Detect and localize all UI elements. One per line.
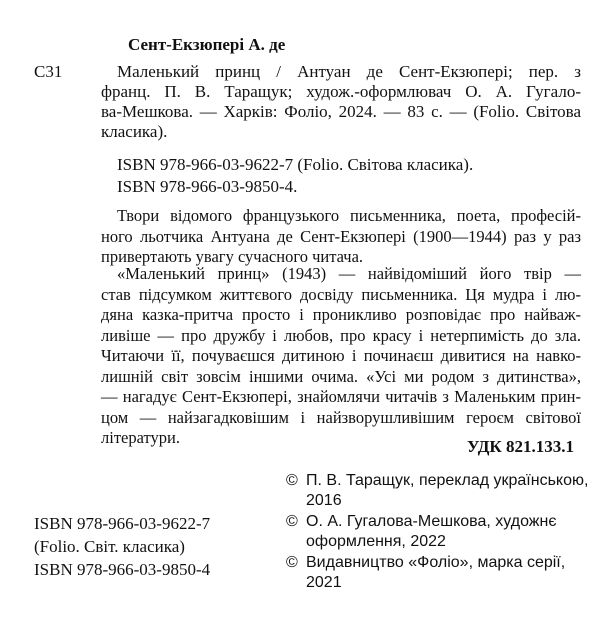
copyright-line: 2021 bbox=[306, 574, 342, 591]
copyright-line: 2016 bbox=[306, 492, 342, 509]
copyright-line: О. А. Гугалова-Мешкова, художнє bbox=[306, 513, 557, 530]
annotation-line: «Маленький принц» (1943) — найвідоміший його твір — bbox=[117, 264, 581, 283]
annotation-paragraph bbox=[101, 264, 581, 449]
annotation-line: Читаючи її, почуваєшся дитиною і починаєш дивитися на навко- bbox=[101, 346, 581, 365]
copyright-symbol: © bbox=[286, 554, 298, 571]
annotation-paragraph bbox=[101, 206, 581, 268]
annotation-line: став підсумком життєвого досвіду письменника. Ця мудра і лю- bbox=[101, 284, 581, 304]
annotation-line: літератури. bbox=[101, 428, 180, 447]
annotation-line: привертають увагу сучасного читача. bbox=[101, 247, 364, 266]
isbn-line: ISBN 978-966-03-9850-4. bbox=[117, 177, 298, 196]
isbn-footer-line: ISBN 978-966-03-9850-4 bbox=[34, 560, 211, 579]
annotation-line: — нагадує Сент-Екзюпері, знайомлячи читачів з Маленьким прин- bbox=[101, 387, 581, 406]
bibliographic-line: Маленький принц / Антуан де Сент-Екзюпері; пер. з bbox=[117, 62, 581, 81]
isbn-line: ISBN 978-966-03-9622-7 (Folio. Світова класика). bbox=[117, 155, 474, 174]
isbn-footer-line: (Folio. Світ. класика) bbox=[34, 537, 185, 556]
bibliographic-line: класика). bbox=[101, 122, 168, 141]
annotation-line: лишній світ зовсім іншими очима. «Усі ми родом з дитинства», bbox=[101, 366, 581, 386]
bibliographic-line: ва-Мешкова. — Харків: Фоліо, 2024. — 83 с. — (Folio. Світова bbox=[101, 102, 581, 121]
copyright-line: Видавництво «Фоліо», марка серії, bbox=[306, 554, 566, 571]
classification-code: С31 bbox=[34, 62, 63, 81]
annotation-line: цом — найзагадковішим і найзворушливішим героєм світової bbox=[101, 407, 581, 427]
bibliographic-line: франц. П. В. Таращук; худож.-оформлювач О. А. Гугало- bbox=[101, 82, 581, 101]
isbn-footer-line: ISBN 978-966-03-9622-7 bbox=[34, 514, 211, 533]
annotation-line: дяна казка-притча просто і проникливо розповідає про найваж- bbox=[101, 305, 581, 324]
copyright-symbol: © bbox=[286, 513, 298, 530]
copyright-line: П. В. Таращук, переклад українською, bbox=[306, 472, 589, 489]
annotation-line: ного льотчика Антуана де Сент-Екзюпері (1900—1944) раз у раз bbox=[101, 226, 581, 246]
udk-classifier: УДК 821.133.1 bbox=[466, 437, 574, 456]
copyright-symbol: © bbox=[286, 472, 298, 489]
bibliographic-description bbox=[101, 62, 581, 142]
copyright-line: оформлення, 2022 bbox=[306, 533, 446, 550]
annotation-line: ливіше — про дружбу і любов, про красу і нетерпимість до зла. bbox=[101, 325, 581, 345]
author-heading: Сент-Екзюпері А. де bbox=[128, 35, 286, 54]
annotation-line: Твори відомого французького письменника, поета, професій- bbox=[117, 206, 581, 225]
